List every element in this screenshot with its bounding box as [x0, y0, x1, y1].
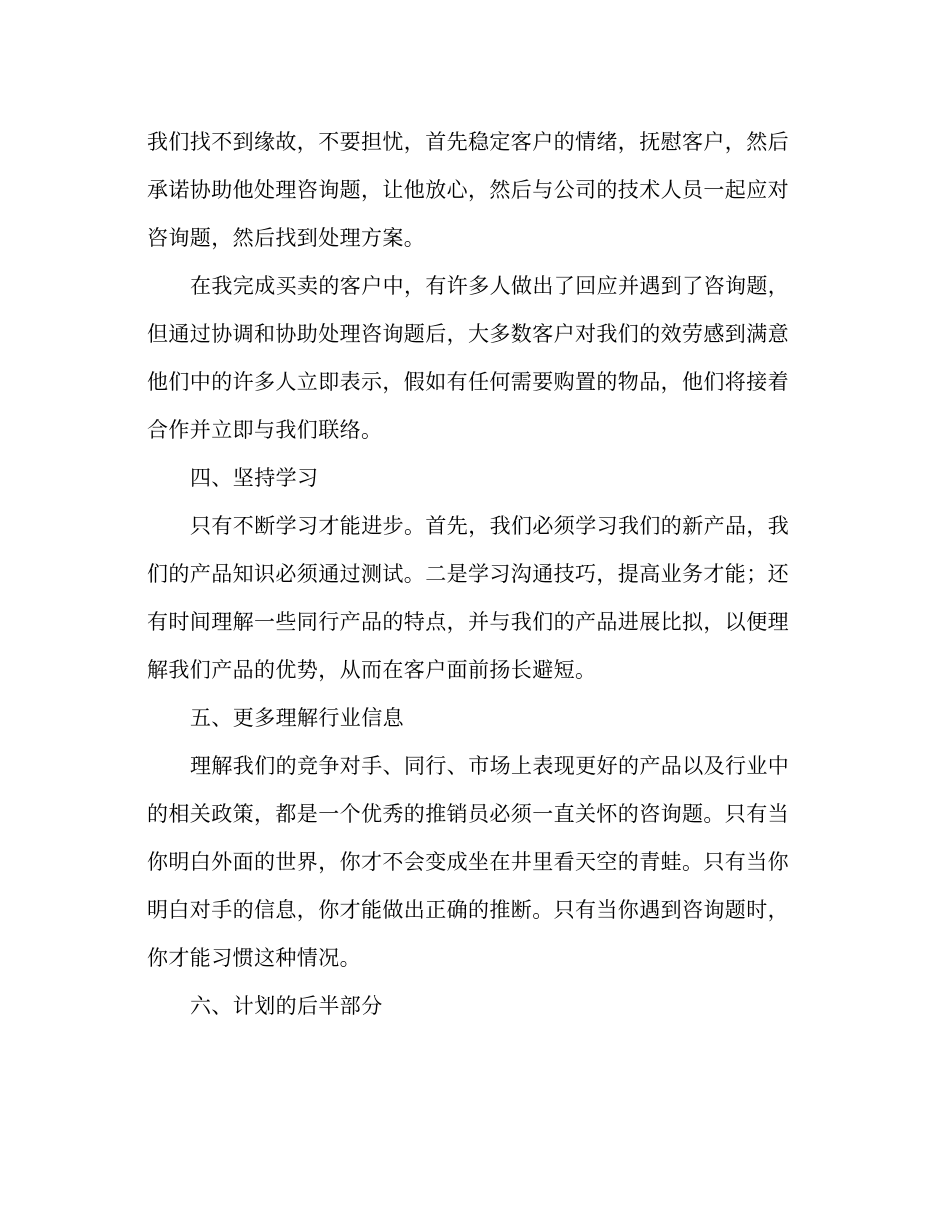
paragraph-line: 你才能习惯这种情况。 [147, 946, 361, 970]
paragraph-line: 解我们产品的优势，从而在客户面前扬长避短。 [147, 658, 597, 682]
section-heading: 六、计划的后半部分 [190, 994, 383, 1018]
paragraph-line: 你明白外面的世界，你才不会变成坐在井里看天空的青蛙。只有当你 [147, 850, 789, 874]
section-heading: 四、坚持学习 [190, 466, 319, 490]
paragraph-line: 但通过协调和协助处理咨询题后，大多数客户对我们的效劳感到满意 [147, 322, 789, 346]
paragraph-line: 们的产品知识必须通过测试。二是学习沟通技巧，提高业务才能；还 [147, 562, 789, 586]
paragraph-line: 理解我们的竞争对手、同行、市场上表现更好的产品以及行业中 [190, 754, 790, 778]
paragraph-line: 明白对手的信息，你才能做出正确的推断。只有当你遇到咨询题时， [147, 898, 789, 922]
paragraph-line: 有时间理解一些同行产品的特点，并与我们的产品进展比拟，以便理 [147, 610, 789, 634]
paragraph-line: 他们中的许多人立即表示，假如有任何需要购置的物品，他们将接着 [147, 370, 789, 394]
paragraph-line: 只有不断学习才能进步。首先，我们必须学习我们的新产品，我 [190, 514, 790, 538]
paragraph-line: 在我完成买卖的客户中，有许多人做出了回应并遇到了咨询题， [190, 274, 790, 298]
paragraph-line: 我们找不到缘故，不要担忧，首先稳定客户的情绪，抚慰客户，然后 [147, 130, 789, 154]
paragraph-line: 合作并立即与我们联络。 [147, 418, 383, 442]
paragraph-line: 咨询题，然后找到处理方案。 [147, 226, 426, 250]
paragraph-line: 的相关政策，都是一个优秀的推销员必须一直关怀的咨询题。只有当 [147, 802, 789, 826]
section-heading: 五、更多理解行业信息 [190, 706, 404, 730]
paragraph-line: 承诺协助他处理咨询题，让他放心，然后与公司的技术人员一起应对 [147, 178, 789, 202]
